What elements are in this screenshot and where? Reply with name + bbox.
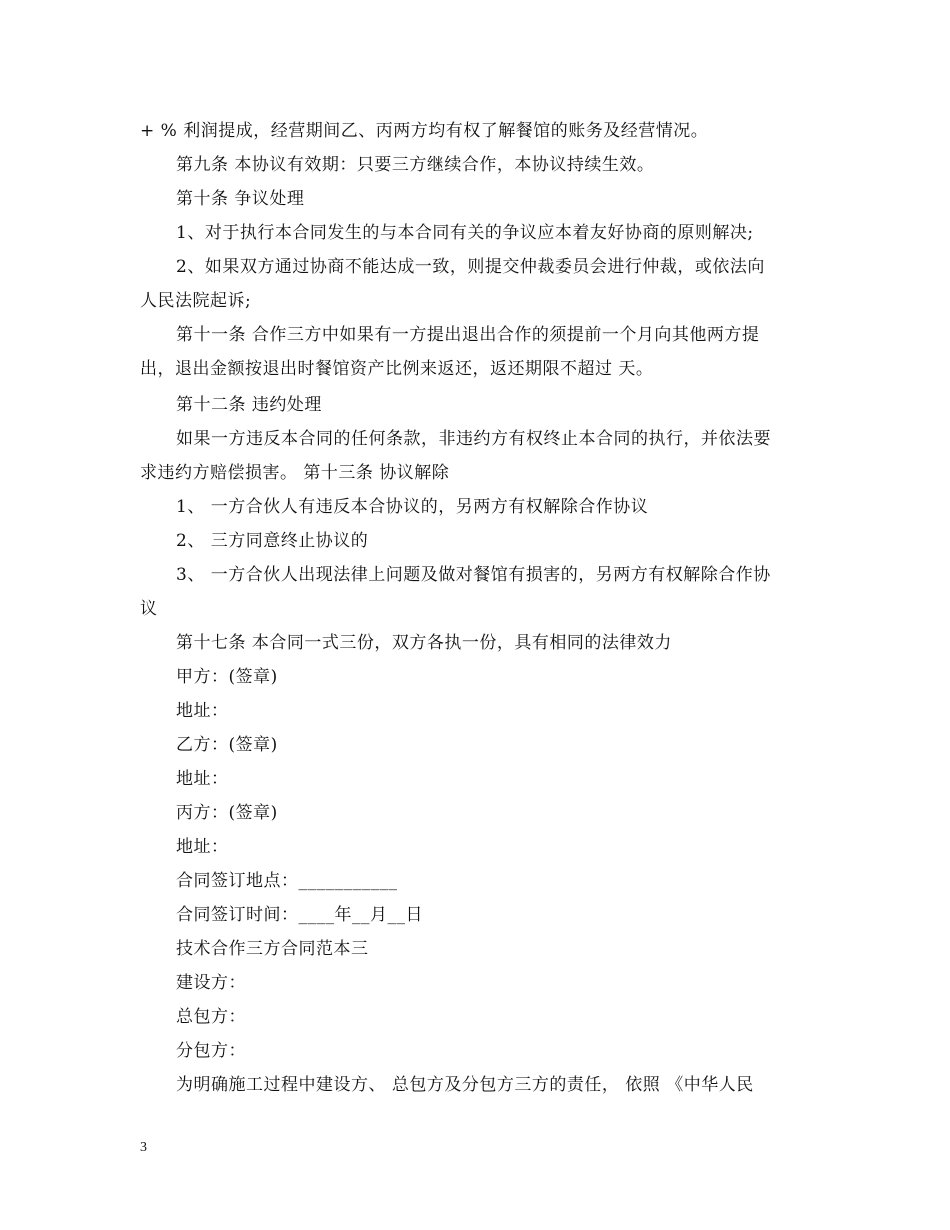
party-a-signature: 甲方：(签章) bbox=[176, 667, 278, 687]
section-title: 技术合作三方合同范本三 bbox=[176, 939, 369, 959]
list-item: 1、 一方合伙人有违反本合协议的，另两方有权解除合作协议 bbox=[176, 497, 649, 517]
text-line: 如果一方违反本合同的任何条款，非违约方有权终止本合同的执行，并依法要 bbox=[176, 429, 771, 449]
text-line: 1、对于执行本合同发生的与本合同有关的争议应本着友好协商的原则解决; bbox=[176, 223, 754, 243]
signing-place: 合同签订地点：___________ bbox=[176, 871, 398, 891]
subcontractor: 分包方： bbox=[176, 1041, 246, 1061]
text-line: + % 利润提成，经营期间乙、丙两方均有权了解餐馆的账务及经营情况。 bbox=[140, 121, 709, 141]
text-line: 为明确施工过程中建设方、 总包方及分包方三方的责任， 依照 《中华人民 bbox=[176, 1075, 754, 1095]
general-contractor: 总包方： bbox=[176, 1007, 246, 1027]
party-b-signature: 乙方：(签章) bbox=[176, 735, 278, 755]
text-line: 2、如果双方通过协商不能达成一致，则提交仲裁委员会进行仲裁，或依法向 bbox=[176, 257, 765, 277]
text-line: 议 bbox=[140, 599, 158, 619]
party-c-address: 地址： bbox=[176, 837, 229, 857]
list-item: 2、 三方同意终止协议的 bbox=[176, 531, 369, 551]
party-b-address: 地址： bbox=[176, 769, 229, 789]
list-item: 3、 一方合伙人出现法律上问题及做对餐馆有损害的，另两方有权解除合作协 bbox=[176, 565, 771, 585]
party-c-signature: 丙方：(签章) bbox=[176, 803, 278, 823]
text-line: 求违约方赔偿损害。 第十三条 协议解除 bbox=[140, 463, 450, 483]
article-17: 第十七条 本合同一式三份，双方各执一份，具有相同的法律效力 bbox=[176, 633, 672, 653]
article-10-heading: 第十条 争议处理 bbox=[176, 189, 305, 209]
page-number: 3 bbox=[140, 1140, 147, 1155]
article-11: 第十一条 合作三方中如果有一方提出退出合作的须提前一个月向其他两方提 bbox=[176, 325, 760, 345]
construction-party: 建设方： bbox=[176, 973, 246, 993]
text-line: 出，退出金额按退出时餐馆资产比例来返还，返还期限不超过 天。 bbox=[140, 359, 654, 379]
article-9: 第九条 本协议有效期：只要三方继续合作，本协议持续生效。 bbox=[176, 155, 655, 175]
article-12-heading: 第十二条 违约处理 bbox=[176, 395, 322, 415]
party-a-address: 地址： bbox=[176, 701, 229, 721]
signing-date: 合同签订时间：____年__月__日 bbox=[176, 905, 423, 925]
text-line: 人民法院起诉; bbox=[140, 291, 252, 311]
